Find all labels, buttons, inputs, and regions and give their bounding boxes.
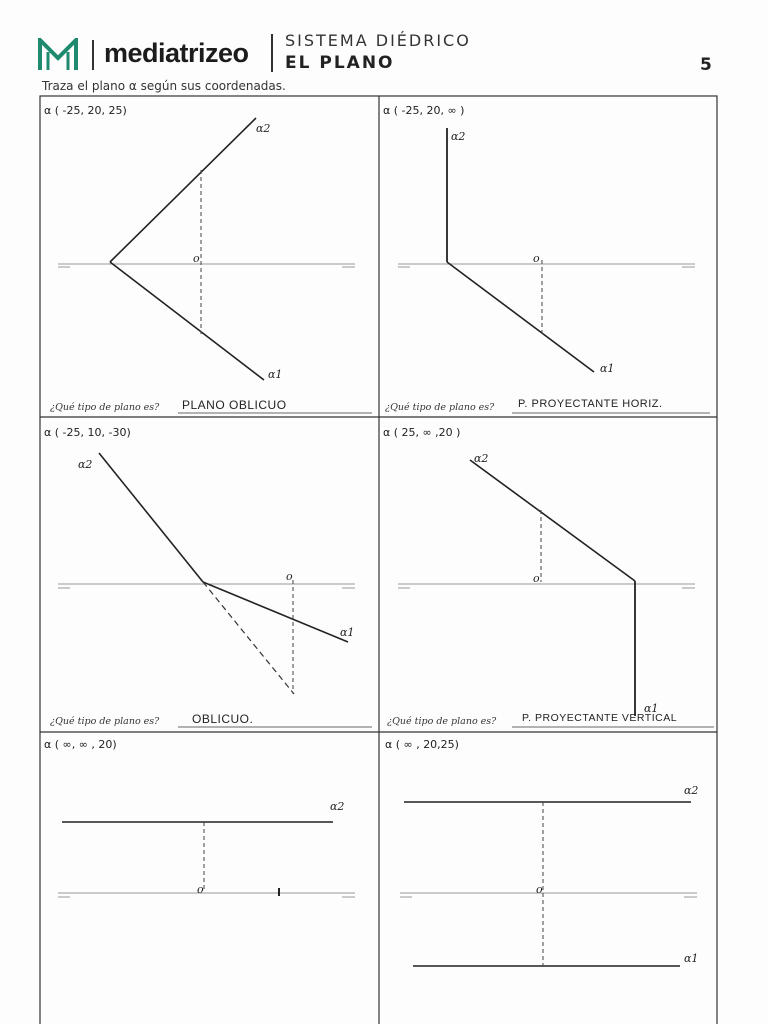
panel-2-drawing — [398, 128, 695, 375]
panel-6-drawing — [400, 784, 698, 966]
panel-3-trace-v: α2 — [78, 458, 93, 471]
panel-6-origin: o — [536, 883, 543, 896]
panel-2-question: ¿Qué tipo de plano es? — [385, 402, 495, 413]
panel-4-drawing — [398, 452, 695, 716]
panel-3-answer: OBLICUO. — [192, 712, 254, 726]
panel-1-answer: PLANO OBLICUO — [182, 398, 287, 412]
subject-title: SISTEMA DIÉDRICO — [285, 31, 471, 50]
panel-2-coords: α ( -25, 20, ∞ ) — [383, 104, 465, 117]
panel-3-coords: α ( -25, 10, -30) — [44, 426, 131, 439]
panel-4-origin: o — [533, 572, 540, 585]
brand-name: mediatrizeo — [104, 38, 249, 68]
panel-3-question: ¿Qué tipo de plano es? — [50, 716, 160, 727]
panel-2-answer: P. PROYECTANTE HORIZ. — [518, 398, 663, 410]
panel-4-trace-v: α2 — [474, 452, 489, 465]
page-number: 5 — [700, 55, 712, 75]
panel-5-trace-v: α2 — [330, 800, 345, 813]
panel-1-trace-v: α2 — [256, 122, 271, 135]
panel-2-origin: o — [533, 252, 540, 265]
panel-1-trace-h: α1 — [268, 368, 283, 381]
instruction-text: Traza el plano α según sus coordenadas. — [42, 79, 286, 93]
panel-2-trace-v: α2 — [451, 130, 466, 143]
panel-6-trace-h: α1 — [684, 952, 699, 965]
panel-3-trace-h: α1 — [340, 626, 355, 639]
panel-1-question: ¿Qué tipo de plano es? — [50, 402, 160, 413]
panel-5-origin: o — [197, 883, 204, 896]
panel-4-coords: α ( 25, ∞ ,20 ) — [383, 426, 461, 439]
panel-6-coords: α ( ∞ , 20,25) — [385, 738, 459, 751]
panel-3-origin: o — [286, 570, 293, 583]
panel-4-trace-h: α1 — [644, 702, 659, 715]
panel-5-coords: α ( ∞, ∞ , 20) — [44, 738, 117, 751]
panel-1-drawing — [58, 118, 355, 381]
topic-title: EL PLANO — [285, 53, 395, 73]
panel-3-drawing — [58, 453, 355, 694]
panel-4-question: ¿Qué tipo de plano es? — [387, 716, 497, 727]
panel-4-answer: P. PROYECTANTE VERTICAL — [522, 712, 678, 724]
panel-5-drawing — [58, 800, 355, 897]
panel-1-coords: α ( -25, 20, 25) — [44, 104, 127, 117]
panel-1-origin: o — [193, 252, 200, 265]
panel-6-trace-v: α2 — [684, 784, 699, 797]
panel-2-trace-h: α1 — [600, 362, 615, 375]
